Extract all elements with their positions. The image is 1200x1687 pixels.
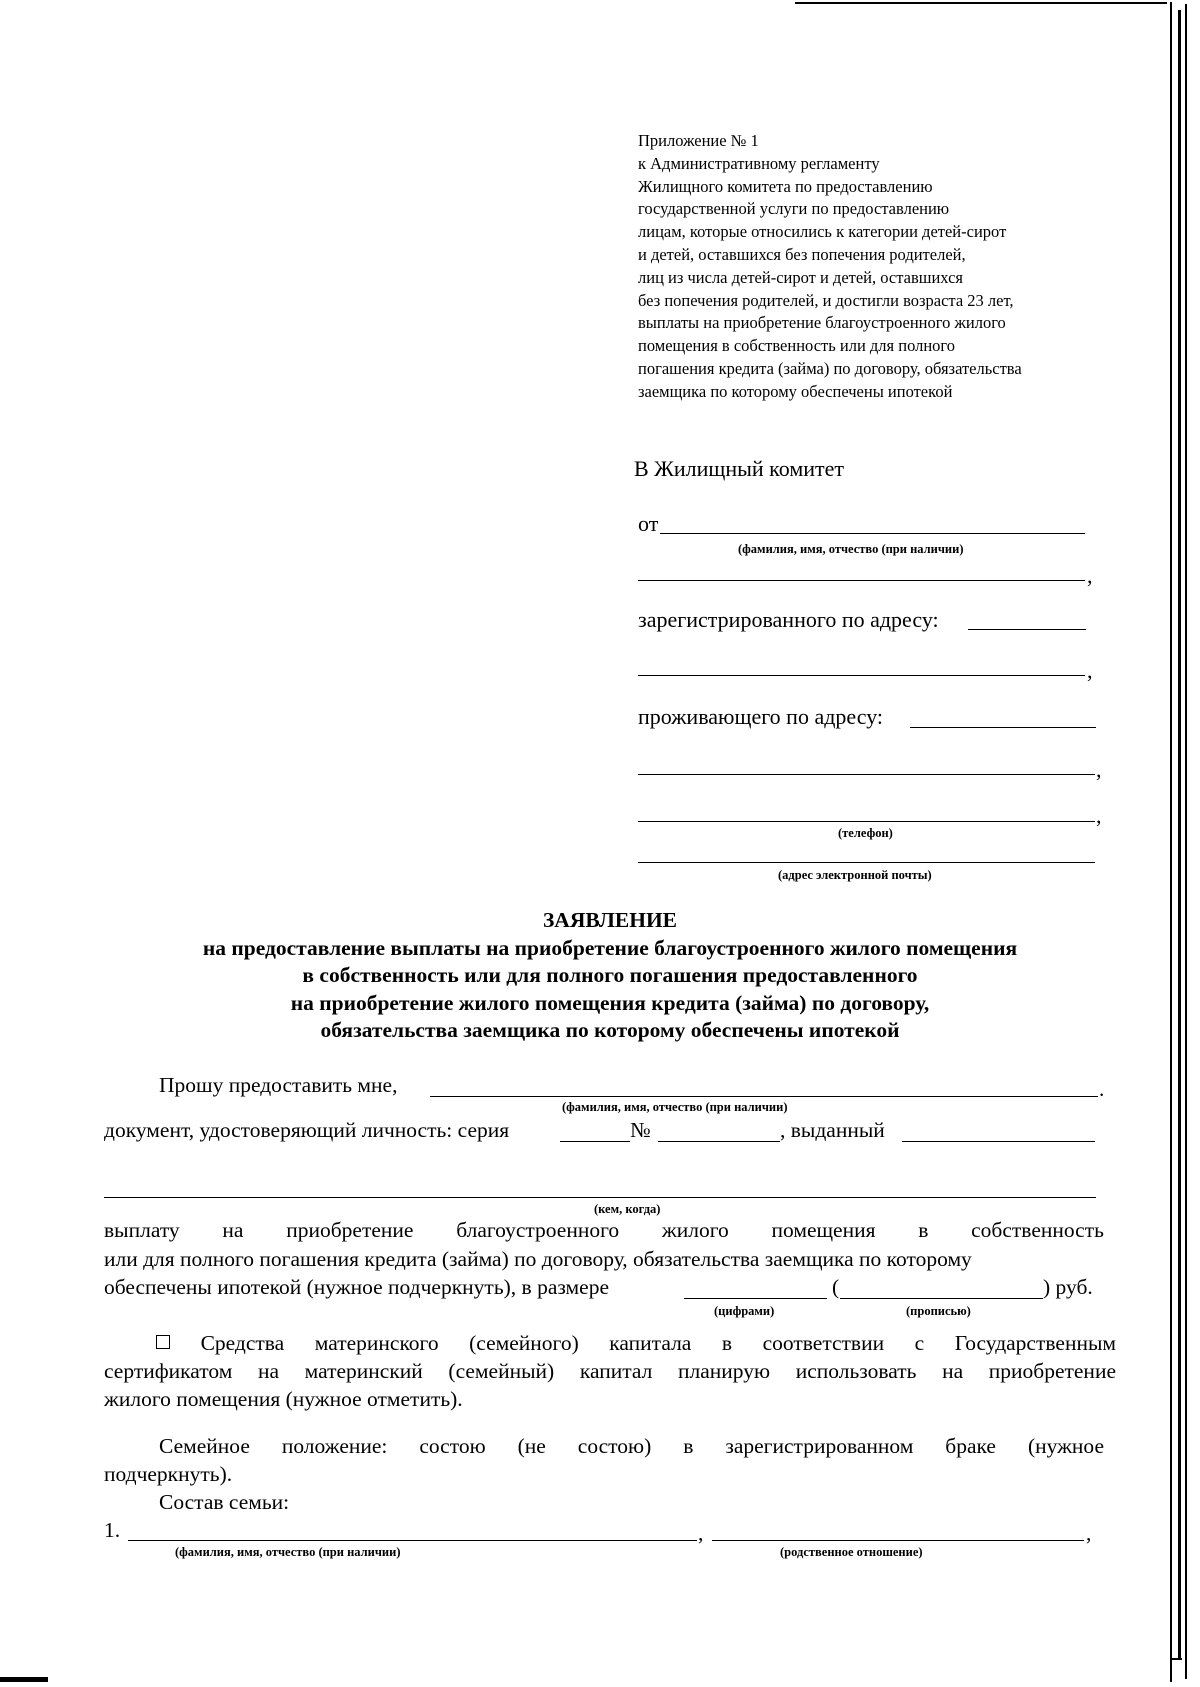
period: . — [1099, 1077, 1105, 1101]
capital-text: Средства материнского (семейного) капитала в соответствии с Государственным — [200, 1331, 1117, 1355]
amount-digits-field[interactable] — [684, 1298, 827, 1299]
comma: , — [1086, 1521, 1092, 1545]
fio-caption: (фамилия, имя, отчество (при наличии) — [562, 1100, 788, 1114]
request-fio-field[interactable] — [430, 1096, 1098, 1097]
annex-line: к Административному регламенту — [638, 153, 880, 173]
who-when-caption: (кем, когда) — [594, 1202, 661, 1216]
document-title — [0, 907, 1200, 1045]
phone-field[interactable] — [638, 821, 1095, 822]
annex-line: Приложение № 1 — [638, 131, 759, 150]
request-ask-label: Прошу предоставить мне, — [159, 1073, 398, 1097]
number-sign: № — [630, 1118, 651, 1142]
request-paragraph-line1 — [104, 1218, 1104, 1243]
title-heading: ЗАЯВЛЕНИЕ — [542, 908, 678, 932]
doc-number-field[interactable] — [658, 1141, 780, 1142]
page-frame-top — [795, 2, 1167, 4]
email-field[interactable] — [638, 862, 1095, 863]
living-address-field-line2[interactable] — [638, 774, 1095, 775]
fio-caption: (фамилия, имя, отчество (при наличии) — [738, 542, 964, 556]
title-line: на предоставление выплаты на приобретение благоустроенного жилого помещения — [202, 935, 1018, 960]
words-caption: (прописью) — [906, 1304, 971, 1318]
annex-line: государственной услуги по предоставлению — [638, 199, 950, 219]
para-word: приобретение — [286, 1218, 414, 1242]
addressee-to: В Жилищный комитет — [634, 456, 845, 481]
family-status-line1: Семейное положение: состою (не состою) в зарегистрированном браке (нужное — [159, 1434, 1104, 1458]
para-word: в — [918, 1218, 929, 1242]
corner-mark — [0, 1677, 48, 1682]
registered-label: зарегистрированного по адресу: — [638, 607, 939, 632]
title-line: на приобретение жилого помещения кредита (займа) по договору, — [290, 990, 930, 1015]
page-frame-right-inner — [1178, 10, 1181, 1658]
annex-line: лицам, которые относились к категории детей-сирот — [638, 222, 1007, 242]
annex-line: помещения в собственность или для полного — [638, 336, 956, 356]
from-fio-field[interactable] — [660, 533, 1085, 534]
request-paragraph-line2: или для полного погашения кредита (займа) по договору, обязательства заемщика по которому — [104, 1247, 972, 1271]
annex-line: лиц из числа детей-сирот и детей, оставшихся — [638, 267, 963, 287]
annex-line: выплаты на приобретение благоустроенного жилого — [638, 313, 1006, 333]
doc-series-field[interactable] — [560, 1141, 630, 1142]
page-frame-right — [1170, 2, 1172, 1682]
digits-caption: (цифрами) — [714, 1304, 775, 1318]
family-status-line2: подчеркнуть). — [104, 1462, 233, 1486]
family-composition-label: Состав семьи: — [159, 1490, 290, 1514]
annex-line: Жилищного комитета по предоставлению — [638, 176, 933, 196]
rub-label: ) руб. — [1043, 1275, 1093, 1299]
from-label: от — [638, 511, 659, 536]
family-member-relation-field[interactable] — [712, 1540, 1084, 1541]
phone-caption: (телефон) — [838, 826, 893, 840]
capital-line1 — [156, 1330, 1116, 1358]
capital-line2: сертификатом на материнский (семейный) капитал планирую использовать на приобретение — [104, 1359, 1116, 1383]
living-label: проживающего по адресу: — [638, 704, 884, 729]
email-caption: (адрес электронной почты) — [778, 868, 932, 882]
doc-label: документ, удостоверяющий личность: серия — [104, 1118, 510, 1142]
family-member-fio-field[interactable] — [128, 1540, 697, 1541]
comma: , — [698, 1521, 704, 1545]
comma: , — [1087, 563, 1093, 588]
doc-issued-field[interactable] — [902, 1141, 1095, 1142]
page-frame-right-outer — [1185, 4, 1187, 1679]
open-paren: ( — [832, 1275, 840, 1299]
para-word: жилого — [661, 1218, 729, 1242]
annex-line: без попечения родителей, и достигли возраста 23 лет, — [638, 290, 1014, 310]
para-word: помещения — [771, 1218, 876, 1242]
page-frame-bottom — [1172, 1658, 1182, 1660]
relation-caption: (родственное отношение) — [780, 1545, 923, 1559]
para-word: на — [222, 1218, 244, 1242]
living-address-field[interactable] — [910, 727, 1096, 728]
title-line: в собственность или для полного погашения предоставленного — [302, 963, 918, 987]
title-line: обязательства заемщика по которому обеспечены ипотекой — [320, 1018, 900, 1042]
registered-address-field[interactable] — [968, 629, 1086, 630]
issued-label: , выданный — [780, 1118, 885, 1142]
family-item-number: 1. — [104, 1518, 121, 1542]
annex-line: погашения кредита (займа) по договору, обязательства — [638, 358, 1022, 378]
para-word: выплату — [104, 1218, 180, 1242]
comma: , — [1096, 803, 1102, 828]
amount-words-field[interactable] — [840, 1298, 1043, 1299]
request-paragraph-line3: обеспечены ипотекой (нужное подчеркнуть), в размере — [104, 1275, 609, 1299]
registered-address-field-line2[interactable] — [638, 675, 1085, 676]
para-word: благоустроенного — [456, 1218, 620, 1242]
comma: , — [1087, 658, 1093, 683]
who-when-field[interactable] — [104, 1197, 1096, 1198]
annex-line: и детей, оставшихся без попечения родителей, — [638, 244, 966, 264]
comma: , — [1096, 757, 1102, 782]
para-word: собственность — [971, 1218, 1104, 1242]
capital-line3: жилого помещения (нужное отметить). — [104, 1387, 463, 1411]
annex-block — [638, 130, 1108, 404]
annex-line: заемщика по которому обеспечены ипотекой — [638, 381, 953, 401]
from-fio-field-line2[interactable] — [638, 580, 1085, 581]
fio-caption: (фамилия, имя, отчество (при наличии) — [175, 1545, 401, 1559]
capital-checkbox[interactable] — [156, 1335, 170, 1349]
